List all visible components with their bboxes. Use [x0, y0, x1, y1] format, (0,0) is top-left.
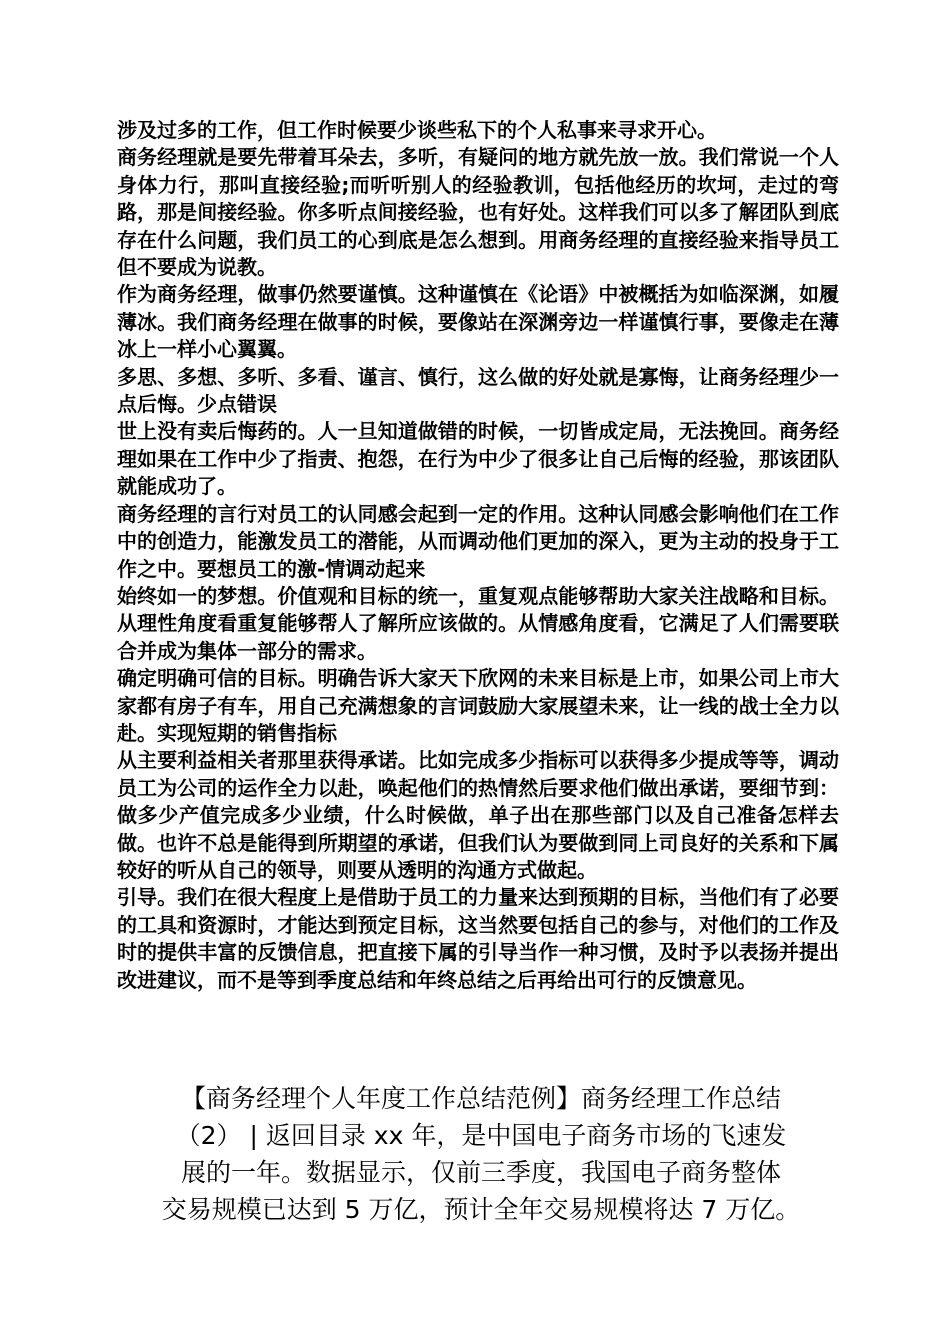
paragraph-7: 始终如一的梦想。价值观和目标的统一，重复观点能够帮助大家关注战略和目标。从理性角度看重复能够帮人了解所应该做的。从情感角度看，它满足了人们需要联合并成为集体一部分的需求。 [117, 583, 839, 663]
summary-text [118, 1080, 844, 1228]
paragraph-2: 商务经理就是要先带着耳朵去，多听，有疑问的地方就先放一放。我们常说一个人身体力行，那叫直接经验;而听听别人的经验教训，包括他经历的坎坷，走过的弯路，那是间接经验。你多听点间接经验，也有好处。这样我们可以多了解团队到底存在什么问题，我们员工的心到底是怎么想到。用商务经理的直接经验来指导员工但不要成为说教。 [117, 145, 839, 280]
summary-line-1: 【商务经理个人年度工作总结范例】商务经理工作总结 [180, 1084, 781, 1113]
paragraph-4: 多思、多想、多听、多看、谨言、慎行，这么做的好处就是寡悔，让商务经理少一点后悔。少点错误 [117, 364, 839, 417]
paragraph-6: 商务经理的言行对员工的认同感会起到一定的作用。这种认同感会影响他们在工作中的创造力，能激发员工的潜能，从而调动他们更加的深入，更为主动的投身于工作之中。要想员工的激-情调动起来 [117, 501, 839, 581]
body-text-bold [117, 117, 839, 994]
summary-line-3: 展的一年。数据显示，仅前三季度，我国电子商务整体 [180, 1158, 781, 1187]
paragraph-8: 确定明确可信的目标。明确告诉大家天下欣网的未来目标是上市，如果公司上市大家都有房子有车，用自己充满想象的言词鼓励大家展望未来，让一线的战士全力以赴。实现短期的销售指标 [117, 666, 839, 745]
paragraph-9: 从主要利益相关者那里获得承诺。比如完成多少指标可以获得多少提成等等，调动员工为公司的运作全力以赴，唤起他们的热情然后要求他们做出承诺，要细节到：做多少产值完成多少业绩，什么时候做，单子出在那些部门以及自己准备怎样去做。也许不总是能得到所期望的承诺，但我们认为要做到同上司良好的关系和下属较好的听从自己的领导，则要从透明的沟通方式做起。 [117, 748, 839, 882]
paragraph-3: 作为商务经理，做事仍然要谨慎。这种谨慎在《论语》中被概括为如临深渊，如履薄冰。我们商务经理在做事的时候，要像站在深渊旁边一样谨慎行事，要像走在薄冰上一样小心翼翼。 [117, 282, 839, 362]
paragraph-5: 世上没有卖后悔药的。人一旦知道做错的时候，一切皆成定局，无法挽回。商务经理如果在工作中少了指责、抱怨，在行为中少了很多让自己后悔的经验，那该团队就能成功了。 [117, 419, 839, 499]
summary-line-4: 交易规模已达到 5 万亿，预计全年交易规模将达 7 万亿。 [161, 1195, 801, 1224]
summary-line-2: （2） | 返回目录 xx 年，是中国电子商务市场的飞速发 [175, 1121, 787, 1150]
paragraph-10: 引导。我们在很大程度上是借助于员工的力量来达到预期的目标，当他们有了必要的工具和资源时，才能达到预定目标，这当然要包括自己的参与，对他们的工作及时的提供丰富的反馈信息，把直接下属的引导当作一种习惯，及时予以表扬并提出改进建议，而不是等到季度总结和年终总结之后再给出可行的反馈意见。 [117, 885, 839, 992]
paragraph-1: 涉及过多的工作，但工作时候要少谈些私下的个人私事来寻求开心。 [117, 118, 717, 142]
